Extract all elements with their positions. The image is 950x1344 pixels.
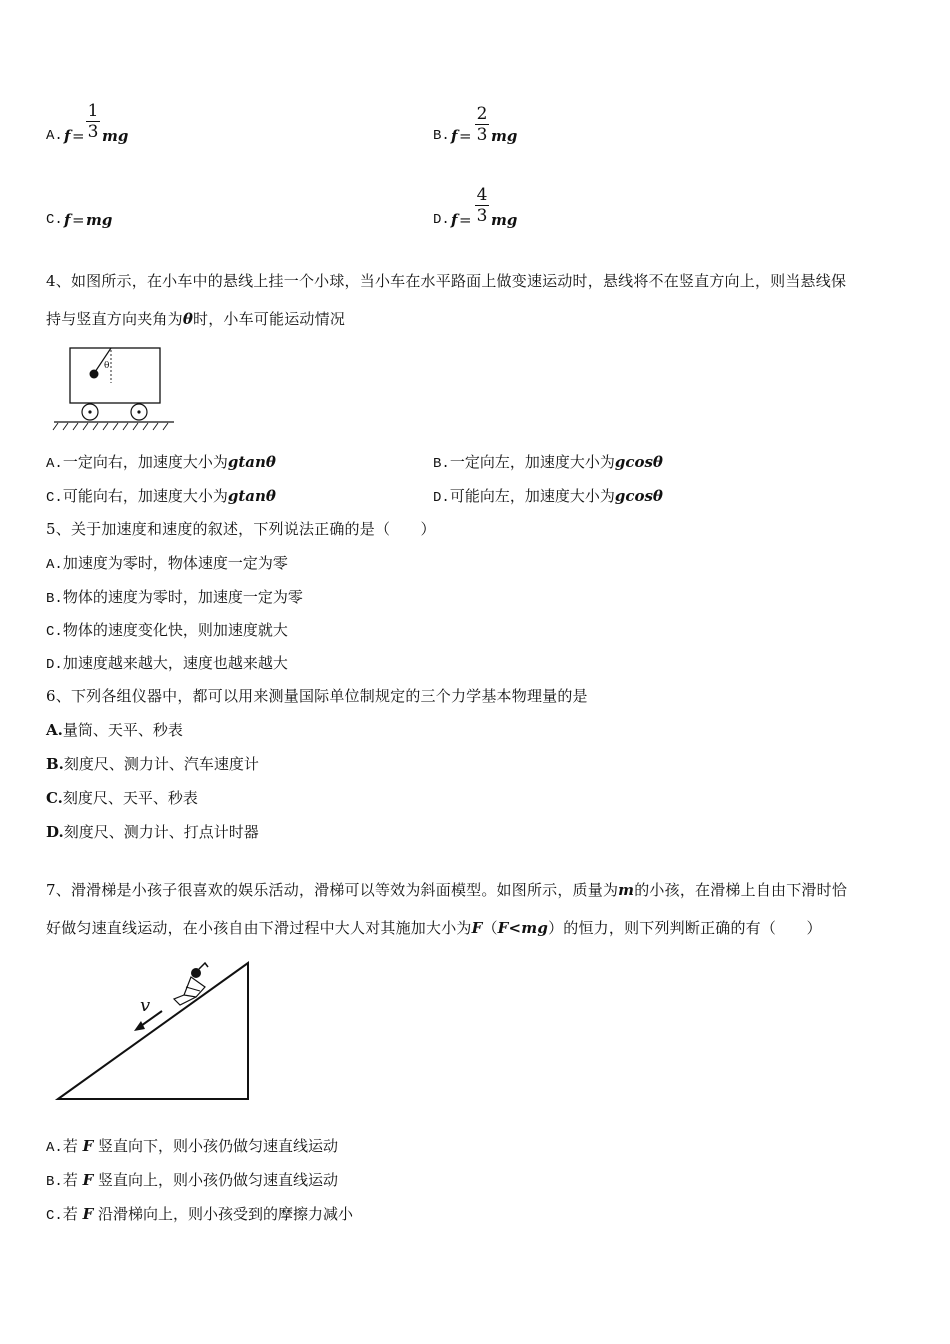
option-text: 刻度尺、测力计、汽车速度计 bbox=[63, 755, 259, 773]
option-label: B. bbox=[46, 591, 63, 607]
option-label: A. bbox=[46, 721, 63, 739]
option-text: 物体的速度变化快，则加速度就大 bbox=[62, 621, 288, 639]
option-text: 可能向右，加速度大小为 bbox=[62, 487, 228, 505]
option-label: B. bbox=[46, 1174, 63, 1190]
option-label: D. bbox=[433, 212, 450, 228]
equals-sign: = bbox=[72, 211, 85, 229]
option-expr: gtanθ bbox=[227, 487, 276, 505]
q7-option-c bbox=[46, 1203, 353, 1224]
slide-figure bbox=[50, 955, 260, 1105]
q7-stem-line2 bbox=[46, 917, 822, 938]
q6-option-d bbox=[46, 821, 259, 842]
option-text: 刻度尺、测力计、打点计时器 bbox=[63, 823, 259, 841]
var-mg: mg bbox=[102, 127, 129, 145]
velocity-label: v bbox=[140, 995, 151, 1016]
option-label: A. bbox=[46, 128, 63, 144]
option-text: 竖直向上，则小孩仍做匀速直线运动 bbox=[98, 1171, 339, 1189]
option-label: D. bbox=[433, 490, 450, 506]
option-label: A. bbox=[46, 456, 63, 472]
q7-stem-text: 好做匀速直线运动，在小孩自由下滑过程中大人对其施加大小为 bbox=[46, 919, 472, 937]
option-label: B. bbox=[433, 128, 450, 144]
q7-stem-text: 7、滑滑梯是小孩子很喜欢的娱乐活动，滑梯可以等效为斜面模型。如图所示，质量为 bbox=[46, 881, 619, 899]
equals-sign: = bbox=[72, 127, 85, 145]
q4-option-c bbox=[46, 485, 276, 506]
option-label: C. bbox=[46, 212, 63, 228]
option-text: 量筒、天平、秒表 bbox=[62, 721, 183, 739]
theta-symbol: θ bbox=[182, 310, 194, 328]
option-text: 若 bbox=[62, 1171, 78, 1189]
option-text: 沿滑梯向上，则小孩受到的摩擦力减小 bbox=[98, 1205, 354, 1223]
numerator: 2 bbox=[476, 104, 488, 124]
option-text: 可能向左，加速度大小为 bbox=[449, 487, 615, 505]
option-expr: gcosθ bbox=[614, 453, 663, 471]
q7-option-b bbox=[46, 1169, 338, 1190]
numerator: 1 bbox=[87, 101, 99, 121]
q5-option-a bbox=[46, 552, 288, 573]
q4-option-b bbox=[433, 451, 663, 472]
option-expr: gcosθ bbox=[614, 487, 663, 505]
q5-stem: 5、关于加速度和速度的叙述，下列说法正确的是（ ） bbox=[46, 520, 436, 538]
q5-option-d bbox=[46, 652, 288, 673]
q4-stem-line1: 4、如图所示，在小车中的悬线上挂一个小球，当小车在水平路面上做变速运动时，悬线将不在竖直方向上，则当悬线保 bbox=[46, 272, 847, 290]
var-mg: mg bbox=[491, 127, 518, 145]
denominator: 3 bbox=[87, 122, 99, 142]
var-mg: mg bbox=[86, 211, 113, 229]
option-label: C. bbox=[46, 490, 63, 506]
condition-expr: F<mg bbox=[497, 919, 549, 937]
q6-option-c bbox=[46, 787, 198, 808]
q4-stem-text: 时，小车可能运动情况 bbox=[193, 310, 346, 328]
option-label: C. bbox=[46, 1208, 63, 1224]
var-F: F bbox=[471, 919, 483, 937]
option-text: 一定向左，加速度大小为 bbox=[449, 453, 615, 471]
equals-sign: = bbox=[459, 127, 472, 145]
denominator: 3 bbox=[476, 125, 488, 145]
q4-stem-line2 bbox=[46, 308, 345, 329]
option-label: B. bbox=[46, 755, 64, 773]
option-label: C. bbox=[46, 789, 63, 807]
q4-option-d bbox=[433, 485, 663, 506]
option-label: D. bbox=[46, 823, 64, 841]
q5-option-b bbox=[46, 586, 303, 607]
option-label: A. bbox=[46, 557, 63, 573]
option-label: B. bbox=[433, 456, 450, 472]
var-mg: mg bbox=[491, 211, 518, 229]
var-f: f bbox=[64, 127, 71, 145]
var-m: m bbox=[618, 881, 635, 899]
q6-option-a bbox=[46, 719, 183, 740]
option-label: A. bbox=[46, 1140, 63, 1156]
q7-stem-text: ）的恒力，则下列判断正确的有（ ） bbox=[548, 919, 822, 937]
option-text: 若 bbox=[62, 1137, 78, 1155]
cart-figure-theta-label: θ bbox=[104, 361, 110, 371]
option-text: 一定向右，加速度大小为 bbox=[62, 453, 228, 471]
option-label: C. bbox=[46, 624, 63, 640]
q4-stem-text: 持与竖直方向夹角为 bbox=[46, 310, 183, 328]
q7-option-a bbox=[46, 1135, 338, 1156]
numerator: 4 bbox=[476, 185, 488, 205]
option-text: 刻度尺、天平、秒表 bbox=[62, 789, 198, 807]
q7-stem-line1 bbox=[46, 879, 847, 900]
option-text: 竖直向下，则小孩仍做匀速直线运动 bbox=[98, 1137, 339, 1155]
q6-stem: 6、下列各组仪器中，都可以用来测量国际单位制规定的三个力学基本物理量的是 bbox=[46, 687, 588, 705]
option-text: 加速度越来越大，速度也越来越大 bbox=[62, 654, 288, 672]
var-F: F bbox=[82, 1171, 94, 1189]
option-label: D. bbox=[46, 657, 63, 673]
denominator: 3 bbox=[476, 206, 488, 226]
q7-stem-text: 的小孩，在滑梯上自由下滑时恰 bbox=[634, 881, 848, 899]
q6-option-b bbox=[46, 753, 259, 774]
fraction bbox=[85, 101, 101, 142]
fraction bbox=[474, 185, 490, 226]
q4-option-a bbox=[46, 451, 276, 472]
fraction bbox=[474, 104, 490, 145]
q7-stem-text: （ bbox=[482, 919, 498, 937]
var-f: f bbox=[64, 211, 71, 229]
option-text: 物体的速度为零时，加速度一定为零 bbox=[62, 588, 303, 606]
cart-figure bbox=[50, 345, 180, 435]
equals-sign: = bbox=[459, 211, 472, 229]
var-F: F bbox=[82, 1205, 94, 1223]
child-icon bbox=[174, 963, 208, 1005]
option-text: 加速度为零时，物体速度一定为零 bbox=[62, 554, 288, 572]
var-F: F bbox=[82, 1137, 94, 1155]
option-text: 若 bbox=[62, 1205, 78, 1223]
option-expr: gtanθ bbox=[227, 453, 276, 471]
var-f: f bbox=[451, 211, 458, 229]
var-f: f bbox=[451, 127, 458, 145]
q5-option-c bbox=[46, 619, 288, 640]
